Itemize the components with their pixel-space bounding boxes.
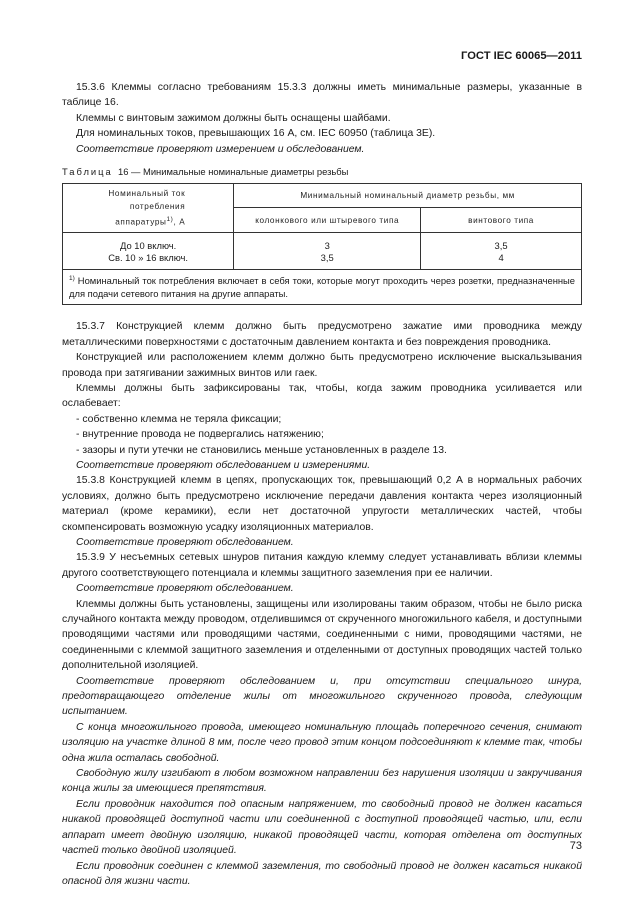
col-header-current: Номинальный ток потребления аппаратуры$^{1)}$, А <box>63 184 234 233</box>
paragraph-15-3-6: 15.3.6 Клеммы согласно требованиям 15.3.3 должны иметь минимальные размеры, указанные в таблице 16. <box>62 82 582 109</box>
test-paragraph: Если проводник находится под опасным напряжением, то свободный провод не должен касаться никакой проводящей доступной части или соединенной с доступной проводящей частью, или, если аппарат имеет двойную изоляцию, никакой проводящей части, которая отделена от доступных частей только двойной изоляцией. <box>62 798 582 857</box>
list-item: - зазоры и пути утечки не становились меньше установленных в разделе 13. <box>76 444 447 456</box>
compliance-check: Соответствие проверяют обследованием и измерениями. <box>76 459 371 471</box>
compliance-check: Соответствие проверяют измерением и обследованием. <box>76 143 365 155</box>
footnote-ref: 1) <box>166 216 174 224</box>
list-item: - внутренние провода не подвергались натяжению; <box>76 429 324 441</box>
table-caption-number: 16 <box>117 166 129 178</box>
page-number: 73 <box>569 840 582 852</box>
compliance-check: Соответствие проверяют обследованием. <box>76 583 294 595</box>
paragraph-15-3-9: 15.3.9 У несъемных сетевых шнуров питания каждую клемму следует устанавливать вблизи клеммы другого соответствующего потенциала и клеммы защитного заземления при ее наличии. <box>62 552 582 579</box>
paragraph-washers: Клеммы с винтовым зажимом должны быть оснащены шайбами. <box>76 112 391 124</box>
table-caption-title: — Минимальные номинальные диаметры резьбы <box>128 166 349 178</box>
col-header-pillar: колонкового или штыревого типа <box>234 208 421 233</box>
paragraph-fixed: Клеммы должны быть зафиксированы так, чтобы, когда зажим проводника усиливается или ослабевает: <box>62 382 582 410</box>
test-paragraph: Если проводник соединен с клеммой заземления, то свободный провод не должен касаться никакой опасной для жизни части. <box>62 860 582 887</box>
paragraph-15-3-7: 15.3.7 Конструкцией клемм должно быть предусмотрено зажатие ими проводника между металлическими поверхностями с достаточным давлением контакта и без повреждения проводника. <box>62 321 582 348</box>
col-header-screw: винтового типа <box>421 208 582 233</box>
paragraph-rated-currents: Для номинальных токов, превышающих 16 А, см. IEC 60950 (таблица 3Е). <box>76 128 436 140</box>
paragraph-15-3-8: 15.3.8 Конструкцией клемм в цепях, пропускающих ток, превышающий 0,2 А в нормальных рабочих условиях, должно быть предусмотрено исключение передачи давления контакта через изоляционный материал (кроме керамики), если нет достаточной упругости металлических частей, чтобы скомпенсировать возможную усадку изоляционных материалов. <box>62 475 582 533</box>
table-footnote: $^{1)}$ Номинальный ток потребления включает в себя токи, которые могут проходить через розетки, предназначенные для подачи сетевого питания на другие аппараты. <box>63 270 582 305</box>
test-paragraph: Соответствие проверяют обследованием и, при отсутствии специального шнура, предотвращающего отделение жилы от многожильного скрученного провода, следующим испытанием. <box>62 675 582 718</box>
thread-diameter-table <box>62 183 582 305</box>
test-paragraph: Свободную жилу изгибают в любом возможном направлении без нарушения изоляции и закручивания конца жилы за имеющиеся препятствия. <box>62 768 582 795</box>
paragraph-slip: Конструкцией или расположением клемм должно быть предусмотрено исключение выскальзывания провода при затягивании зажимных винтов или гаек. <box>62 352 582 379</box>
paragraph-insulation: Клеммы должны быть установлены, защищены или изолированы таким образом, чтобы не было риска случайного контакта между проводом, отделившимся от скрученного многожильного кабеля, и доступными проводящими частями или проводящими частями, соединенными с ними, проводящими частями, не соединенными с клеммой защитного заземления и отделенными от доступных проводящих частей только дополнительной изоляцией. <box>62 598 582 672</box>
test-paragraph: С конца многожильного провода, имеющего номинальную площадь поперечного сечения, снимают изоляцию на участке длиной 8 мм, после чего провод этим концом подсоединяют к клемме так, чтобы одна жила осталась свободной. <box>62 721 582 764</box>
table-caption <box>62 164 582 179</box>
cell-current: До 10 включ. Св. 10 » 16 включ. <box>63 233 234 270</box>
document-header: ГОСТ IEC 60065—2011 <box>461 50 582 62</box>
list-item: - собственно клемма не теряла фиксации; <box>76 413 282 425</box>
table-row <box>63 233 582 270</box>
compliance-check: Соответствие проверяют обследованием. <box>76 536 294 548</box>
col-header-diameter: Минимальный номинальный диаметр резьбы, мм <box>234 184 582 208</box>
table-caption-prefix: Таблица <box>62 166 113 178</box>
page-content <box>62 80 582 889</box>
cell-screw: 3,5 4 <box>421 233 582 270</box>
cell-pillar: 3 3,5 <box>234 233 421 270</box>
